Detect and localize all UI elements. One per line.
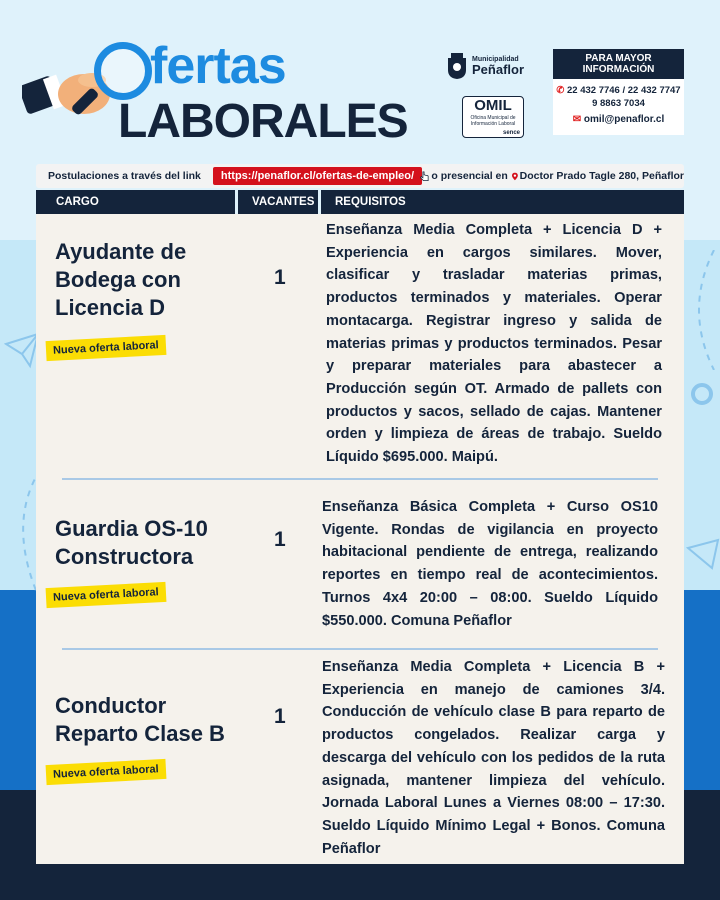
vacancies-count: 1 [274, 528, 286, 551]
phone-line-1 [553, 84, 684, 97]
phone-numbers-2[interactable]: 9 8863 7034 [592, 98, 645, 109]
column-header-cargo: CARGO [36, 190, 235, 214]
municipality-logo [446, 52, 524, 80]
row-separator [62, 478, 658, 480]
ring-decoration [688, 380, 716, 408]
omil-subtitle: Oficina Municipal de Información Laboral [470, 115, 516, 127]
job-title: Conductor Reparto Clase B [55, 693, 225, 746]
email-line [553, 114, 684, 125]
vacancies-count: 1 [274, 705, 286, 728]
column-header-requisitos: REQUISITOS [321, 190, 684, 214]
omil-logo [462, 96, 524, 138]
phone-numbers-1[interactable]: 22 432 7746 / 22 432 7747 [567, 85, 681, 96]
contact-info-heading: PARA MAYOR INFORMACIÓN [553, 49, 684, 79]
municipality-label: Municipalidad [472, 56, 519, 63]
sence-logo: sence [502, 130, 520, 136]
pointer-cursor-icon [420, 167, 429, 185]
mail-icon: ✉ [572, 114, 584, 125]
municipality-name: Peñaflor [472, 62, 525, 77]
row-separator [62, 648, 658, 650]
omil-title: OMIL [474, 97, 512, 114]
job-requirements: Enseñanza Media Completa + Licencia B + Experiencia en manejo de camiones 3/4. Conducción de vehículo clase B para reparto de productos congelados. Realizar carga y descarga del vehículo con los pedidos de la ruta asignada, mantener limpieza del vehículo. Jornada Laboral Lunes a Viernes 08:00 – 17:30. Sueldo Líquido Mínimo Legal + Bonos. Comuna Peñaflor [322, 659, 665, 857]
new-offer-badge: Nueva oferta laboral [46, 759, 167, 785]
vacancies-count: 1 [274, 266, 286, 289]
contact-info-box [553, 49, 684, 135]
job-requirements: Enseñanza Básica Completa + Curso OS10 Vigente. Rondas de vigilancia en proyecto habitacional pendiente de entrega, realizando reportes en tiempo real de acontecimientos. Turnos 4x4 20:00 – 08:00. Sueldo Líquido $550.000. Comuna Peñaflor [322, 499, 658, 629]
job-requirements: Enseñanza Media Completa + Licencia D + Experiencia en cargos similares. Mover, clasificar y trasladar materias primas, productos terminados y materiales. Operar montacarga. Registrar ingreso y salida de materias primas y productos terminados. Pesar y preparar materiales para abastecer a Producción según OT. Armado de pallets con productos y sacos, sellado de cajas. Mantener orden y limpieza de áreas de trabajo. Sueldo Líquido $695.000. Maipú. [326, 222, 662, 466]
municipal-shield-icon [446, 52, 468, 80]
application-link-bar [36, 164, 684, 188]
title-laborales: LABORALES [118, 95, 408, 148]
or-in-person-text: o presencial en [431, 170, 508, 182]
title-ofertas: fertas [150, 37, 286, 95]
link-bar-label: Postulaciones a través del link [48, 170, 201, 182]
job-title: Ayudante de Bodega con Licencia D [55, 239, 187, 320]
phone-icon: ✆ [556, 85, 568, 96]
location-pin-icon [512, 170, 518, 183]
application-link[interactable]: https://penaflor.cl/ofertas-de-empleo/ [213, 167, 422, 185]
table-header [36, 190, 684, 214]
new-offer-badge: Nueva oferta laboral [46, 335, 167, 361]
column-header-vacantes: VACANTES [238, 190, 318, 214]
magnifier-lens-icon [94, 42, 152, 100]
office-address: Doctor Prado Tagle 280, Peñaflor [519, 170, 684, 182]
dashed-curve-right-decoration [684, 250, 720, 370]
email-address[interactable]: omil@penaflor.cl [583, 114, 665, 125]
paper-plane-right-icon [684, 536, 720, 572]
job-title: Guardia OS-10 Constructora [55, 516, 208, 569]
new-offer-badge: Nueva oferta laboral [46, 582, 167, 608]
